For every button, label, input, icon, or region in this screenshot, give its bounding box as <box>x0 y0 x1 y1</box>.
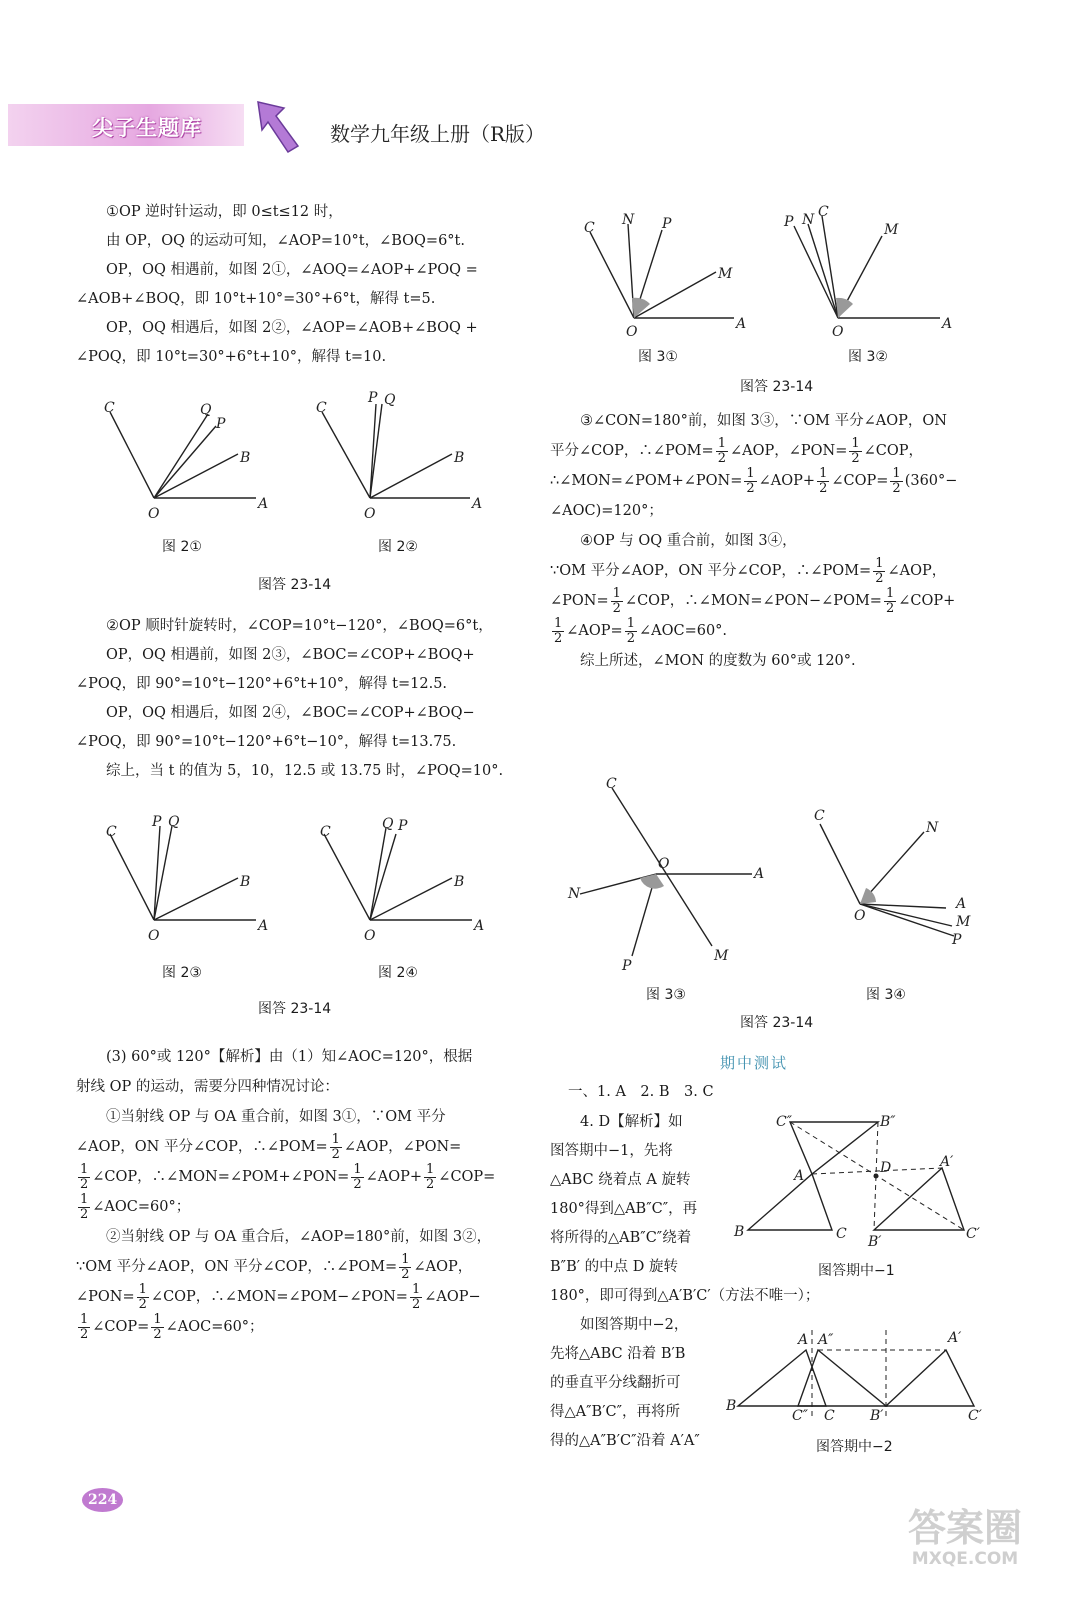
caption: 图 2① <box>162 539 202 555</box>
text-line: ∠POQ，即 10°t=30°+6°t+10°，解得 t=10. <box>76 349 387 365</box>
svg-text:A: A <box>474 918 485 934</box>
text-line: 将所得的△AB″C″绕着 <box>550 1230 692 1246</box>
text-line: ∵OM 平分∠AOP，ON 平分∠COP，∴∠POM= $\frac{1}{2}$ ∠AOP， <box>550 555 947 586</box>
section-title: 期中测试 <box>720 1054 789 1072</box>
text-line: OP，OQ 相遇后，如图 2②，∠AOP=∠AOB+∠BOQ + <box>106 320 478 336</box>
text-line: $\frac{1}{2}$ ∠AOP= $\frac{1}{2}$ ∠AOC=60°. <box>554 615 728 646</box>
svg-text:B: B <box>454 874 465 890</box>
svg-text:B′: B′ <box>868 1234 882 1250</box>
text-line: $\frac{1}{2}$ ∠AOC=60°； <box>80 1191 191 1222</box>
svg-text:C: C <box>836 1226 847 1242</box>
svg-text:O: O <box>148 928 160 944</box>
svg-text:C: C <box>814 808 825 824</box>
watermark <box>880 1508 1050 1580</box>
svg-text:P: P <box>398 818 408 834</box>
figure-2-1-2 <box>90 390 510 530</box>
text-line: OP，OQ 相遇前，如图 2①，∠AOQ=∠AOP+∠POQ = <box>106 262 478 278</box>
svg-text:M: M <box>714 948 729 964</box>
text-line: 如图答期中−2， <box>580 1317 689 1333</box>
svg-text:Q: Q <box>382 816 394 832</box>
svg-text:A: A <box>956 896 967 912</box>
left-para-1 <box>76 198 516 372</box>
figure-2-3-4 <box>90 808 510 948</box>
svg-text:B: B <box>454 450 465 466</box>
right-para-4 <box>550 406 990 676</box>
svg-text:Q: Q <box>384 392 396 408</box>
svg-text:N: N <box>568 886 581 902</box>
caption: 图 3③ <box>646 987 686 1003</box>
svg-text:A: A <box>258 496 269 512</box>
figure-3-3-4 <box>560 774 1000 984</box>
text-line: ∴∠MON=∠POM+∠PON= $\frac{1}{2}$ ∠AOP+ $\frac{1}{2}$ ∠COP= $\frac{1}{2}$ (360°− <box>550 465 958 496</box>
figure-title: 图答 23-14 <box>740 1015 814 1031</box>
answers <box>568 1078 748 1107</box>
text-line: ∠AOP，ON 平分∠COP，∴∠POM= $\frac{1}{2}$ ∠AOP，∠PON= <box>76 1131 462 1162</box>
svg-text:C: C <box>104 400 115 416</box>
svg-text:A: A <box>798 1332 809 1348</box>
svg-text:A′: A′ <box>940 1154 954 1170</box>
text-line: 由 OP，OQ 的运动可知，∠AOP=10°t，∠BOQ=6°t. <box>106 233 465 249</box>
svg-text:O: O <box>148 506 160 522</box>
svg-text:C: C <box>606 776 617 792</box>
svg-text:O: O <box>364 506 376 522</box>
left-para-2 <box>76 612 516 786</box>
figure-midterm-2 <box>726 1322 996 1432</box>
text-line: 180°，即可得到△A′B′C′（方法不唯一）； <box>550 1288 820 1304</box>
svg-text:O: O <box>626 324 638 340</box>
text-line: 先将△ABC 沿着 B′B <box>550 1346 686 1362</box>
svg-text:A: A <box>258 918 269 934</box>
text-line: 图答期中−1，先将 <box>550 1143 673 1159</box>
text-line: ④OP 与 OQ 重合前，如图 3④， <box>580 533 797 549</box>
text-line: 射线 OP 的运动，需要分四种情况讨论： <box>76 1079 339 1095</box>
figure-title: 图答 23-14 <box>740 379 814 395</box>
svg-text:B: B <box>240 874 251 890</box>
caption: 图 3④ <box>866 987 906 1003</box>
svg-text:P: P <box>622 958 632 974</box>
text-line: ∠AOB+∠BOQ，即 10°t+10°=30°+6°t，解得 t=5. <box>76 291 436 307</box>
header-title: 数学九年级上册（R版） <box>330 122 546 146</box>
text-line: ①OP 逆时针运动，即 0≤t≤12 时， <box>106 204 343 220</box>
svg-text:Q: Q <box>200 402 212 418</box>
svg-text:C: C <box>584 220 595 236</box>
svg-text:O: O <box>364 928 376 944</box>
text-line: △ABC 绕着点 A 旋转 <box>550 1172 691 1188</box>
caption: 图 3② <box>848 349 888 365</box>
svg-text:C: C <box>824 1408 835 1424</box>
left-para-3 <box>76 1042 516 1342</box>
text-line: ∠PON= $\frac{1}{2}$ ∠COP，∴∠MON=∠PON−∠POM= $\frac{1}{2}$ ∠COP+ <box>550 585 956 616</box>
text-line: B″B′ 的中点 D 旋转 <box>550 1259 678 1275</box>
text-line: ∵OM 平分∠AOP，ON 平分∠COP，∴∠POM= $\frac{1}{2}$ ∠AOP， <box>76 1251 473 1282</box>
svg-text:O: O <box>658 856 670 872</box>
svg-text:N: N <box>926 820 939 836</box>
svg-text:B: B <box>240 450 251 466</box>
svg-text:C″: C″ <box>776 1114 792 1130</box>
svg-text:C: C <box>818 204 829 220</box>
text-line: ②当射线 OP 与 OA 重合后，∠AOP=180°前，如图 3②， <box>106 1229 492 1245</box>
svg-text:B: B <box>726 1398 737 1414</box>
caption: 图 3① <box>638 349 678 365</box>
svg-text:B′: B′ <box>870 1408 884 1424</box>
figure-title: 图答 23-14 <box>258 1001 332 1017</box>
figure-title: 图答 23-14 <box>258 577 332 593</box>
text-line: ①当射线 OP 与 OA 重合前，如图 3①，∵OM 平分 <box>106 1109 446 1125</box>
svg-text:A: A <box>736 316 747 332</box>
text-line: 平分∠COP，∴∠POM= $\frac{1}{2}$ ∠AOP，∠PON= $\frac{1}{2}$ ∠COP， <box>550 435 924 466</box>
svg-text:B″: B″ <box>880 1114 896 1130</box>
svg-text:P: P <box>952 932 962 948</box>
text-line: 综上，当 t 的值为 5，10，12.5 或 13.75 时，∠POQ=10°. <box>106 763 504 779</box>
svg-text:N: N <box>622 212 635 228</box>
svg-text:C: C <box>316 400 327 416</box>
text-line: ②OP 顺时针旋转时，∠COP=10°t−120°，∠BOQ=6°t， <box>106 618 493 634</box>
svg-text:P: P <box>216 416 226 432</box>
svg-text:A: A <box>942 316 953 332</box>
text-line: ∠POQ，即 90°=10°t−120°+6°t+10°，解得 t=12.5. <box>76 676 448 692</box>
text-line: OP，OQ 相遇后，如图 2④，∠BOC=∠COP+∠BOQ− <box>106 705 475 721</box>
svg-text:A: A <box>472 496 483 512</box>
svg-text:O: O <box>854 908 866 924</box>
caption: 图 2② <box>378 539 418 555</box>
text-line: ∠AOC)=120°； <box>550 503 663 519</box>
svg-text:A: A <box>794 1168 805 1184</box>
text-line: $\frac{1}{2}$ ∠COP= $\frac{1}{2}$ ∠AOC=60°； <box>80 1311 264 1342</box>
svg-text:P: P <box>784 214 794 230</box>
svg-text:N: N <box>802 212 815 228</box>
text-line: OP，OQ 相遇前，如图 2③，∠BOC=∠COP+∠BOQ+ <box>106 647 475 663</box>
svg-text:A′: A′ <box>948 1330 962 1346</box>
caption: 图答期中−2 <box>816 1439 893 1455</box>
caption: 图 2④ <box>378 965 418 981</box>
svg-text:M: M <box>718 266 733 282</box>
svg-text:C′: C′ <box>966 1226 980 1242</box>
caption: 图 2③ <box>162 965 202 981</box>
figure-3-1-2 <box>570 200 990 340</box>
svg-text:A″: A″ <box>818 1332 834 1348</box>
answers <box>550 1108 820 1456</box>
svg-text:O: O <box>832 324 844 340</box>
page-number: 224 <box>82 1488 123 1512</box>
svg-text:B: B <box>734 1224 745 1240</box>
caption: 图答期中−1 <box>818 1263 895 1279</box>
svg-text:Q: Q <box>168 814 180 830</box>
text-line: 180°得到△AB″C″，再 <box>550 1201 698 1217</box>
text-line: 得的△A″B′C″沿着 A′A″ <box>550 1433 700 1449</box>
svg-text:D: D <box>880 1160 892 1176</box>
svg-text:P: P <box>662 216 672 232</box>
arrow-icon <box>254 98 302 154</box>
watermark-url: MXQE.COM <box>911 1549 1019 1569</box>
svg-text:P: P <box>152 814 162 830</box>
header-brand: 尖子生题库 <box>92 116 202 140</box>
text-line: (3) 60°或 120°【解析】由（1）知∠AOC=120°，根据 <box>106 1049 473 1065</box>
svg-text:P: P <box>368 390 378 406</box>
text-line: $\frac{1}{2}$ ∠COP，∴∠MON=∠POM+∠PON= $\frac{1}{2}$ ∠AOP+ $\frac{1}{2}$ ∠COP= <box>80 1161 496 1192</box>
text-line: ∠PON= $\frac{1}{2}$ ∠COP，∴∠MON=∠POM−∠PON= $\frac{1}{2}$ ∠AOP− <box>76 1281 481 1312</box>
svg-text:C″: C″ <box>792 1408 808 1424</box>
text-line: 一、1. A 2. B 3. C <box>568 1084 714 1100</box>
text-line: 综上所述，∠MON 的度数为 60°或 120°. <box>580 653 856 669</box>
text-line: 的垂直平分线翻折可 <box>550 1375 681 1391</box>
text-line: ∠POQ，即 90°=10°t−120°+6°t−10°，解得 t=13.75. <box>76 734 457 750</box>
watermark-logo: 答案圈 <box>907 1506 1022 1550</box>
figure-midterm-1 <box>728 1106 998 1256</box>
svg-text:C: C <box>320 824 331 840</box>
svg-text:C: C <box>106 824 117 840</box>
svg-text:C′: C′ <box>968 1408 982 1424</box>
svg-text:M: M <box>956 914 971 930</box>
svg-text:M: M <box>884 222 899 238</box>
text-line: ③∠CON=180°前，如图 3③，∵OM 平分∠AOP，ON <box>580 413 947 429</box>
text-line: 得△A″B′C″，再将所 <box>550 1404 680 1420</box>
svg-text:A: A <box>754 866 765 882</box>
text-line: 4. D【解析】如 <box>580 1114 683 1130</box>
